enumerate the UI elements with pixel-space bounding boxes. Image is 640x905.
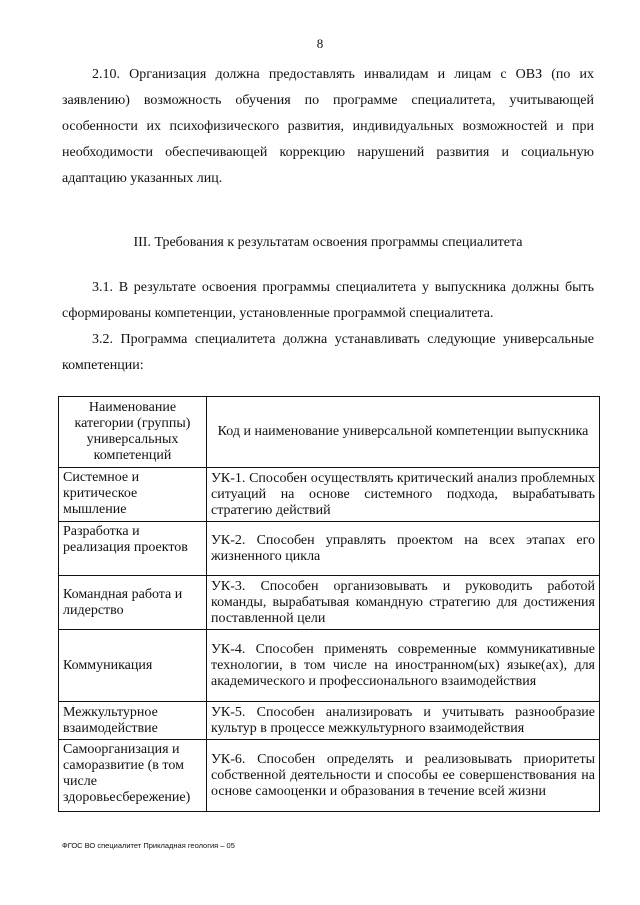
category-cell: Системное и критическое мышление <box>59 468 207 522</box>
competency-cell: УК-6. Способен определять и реализовывать приоритеты собственной деятельности и способы ее совершенствования на основе самооценки и образования в течение всей жизни <box>207 740 600 812</box>
table-header-row <box>59 397 600 468</box>
paragraph-3-2: 3.2. Программа специалитета должна устанавливать следующие универсальные компетенции: <box>62 332 594 373</box>
table-row <box>59 468 600 522</box>
competency-cell: УК-2. Способен управлять проектом на всех этапах его жизненного цикла <box>207 522 600 576</box>
table-row <box>59 576 600 630</box>
page-number: 8 <box>316 36 324 51</box>
category-cell: Разработка и реализация проектов <box>59 522 207 576</box>
category-cell: Коммуникация <box>59 630 207 702</box>
footer-note: ФГОС ВО специалитет Прикладная геология – 05 <box>62 841 235 850</box>
competency-cell: УК-5. Способен анализировать и учитывать разнообразие культур в процессе межкультурного взаимодействия <box>207 702 600 740</box>
paragraph-3-1: 3.1. В результате освоения программы специалитета у выпускника должны быть сформированы компетенции, установленные программой специалитета. <box>62 280 594 321</box>
table-row <box>59 702 600 740</box>
category-cell: Самоорганизация и саморазвитие (в том числе здоровьесбережение) <box>59 740 207 812</box>
competency-cell: УК-4. Способен применять современные коммуникативные технологии, в том числе на иностранном(ых) языке(ах), для академического и профессионального взаимодействия <box>207 630 600 702</box>
category-cell: Командная работа и лидерство <box>59 576 207 630</box>
competency-cell: УК-1. Способен осуществлять критический анализ проблемных ситуаций на основе системного подхода, вырабатывать стратегию действий <box>207 468 600 522</box>
competencies-table <box>58 396 600 812</box>
category-cell: Межкультурное взаимодействие <box>59 702 207 740</box>
competency-cell: УК-3. Способен организовывать и руководить работой команды, вырабатывая командную стратегию для достижения поставленной цели <box>207 576 600 630</box>
table-row <box>59 522 600 576</box>
header-category: Наименование категории (группы) универсальных компетенций <box>59 397 207 468</box>
table-row <box>59 630 600 702</box>
paragraph-2-10: 2.10. Организация должна предоставлять инвалидам и лицам с ОВЗ (по их заявлению) возможность обучения по программе специалитета, учитывающей особенности их психофизического развития, индивидуальных возможностей и при необходимости обеспечивающей коррекцию нарушений развития и социальную адаптацию указанных лиц. <box>62 67 594 186</box>
table-row <box>59 740 600 812</box>
section-heading: III. Требования к результатам освоения программы специалитета <box>133 235 523 250</box>
header-code: Код и наименование универсальной компетенции выпускника <box>207 397 600 468</box>
